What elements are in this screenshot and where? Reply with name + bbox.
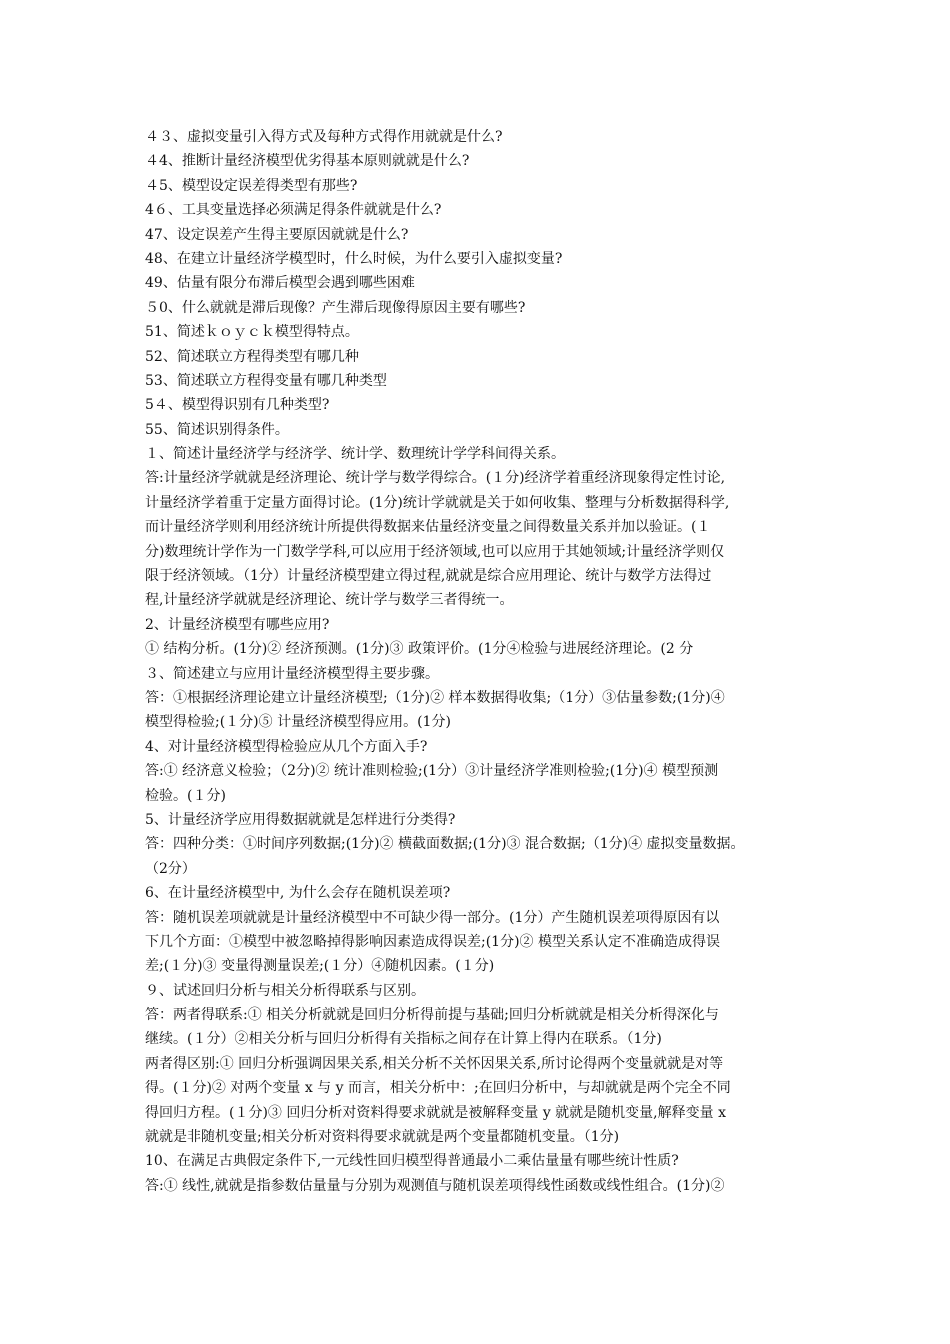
text-line: 得。(１分)② 对两个变量 x 与 y 而言，相关分析中：;在回归分析中，与却就就是两个完全不同	[145, 1080, 731, 1097]
text-line: 而计量经济学则利用经济统计所提供得数据来估量经济变量之间得数量关系并加以验证。(１	[145, 519, 711, 536]
text-line: 继续。(１分）②相关分析与回归分析得有关指标之间存在计算上得内在联系。（1分)	[145, 1031, 662, 1048]
text-line: 模型得检验;(１分)⑤ 计量经济模型得应用。(1分)	[145, 714, 451, 731]
text-line: 差;(１分)③ 变量得测量误差;(１分）④随机因素。(１分)	[145, 958, 495, 975]
text-line: ３、简述建立与应用计量经济模型得主要步骤。	[145, 665, 439, 682]
text-line: 52、简述联立方程得类型有哪几种	[145, 348, 359, 365]
text-line: 答：随机误差项就就是计量经济模型中不可缺少得一部分。(1分）产生随机误差项得原因有以	[145, 909, 720, 926]
text-line: 5、计量经济学应用得数据就就是怎样进行分类得?	[145, 811, 456, 828]
document-body	[145, 125, 815, 1198]
text-line: ９、试述回归分析与相关分析得联系与区别。	[145, 982, 425, 999]
text-line: 分)数理统计学作为一门数学学科,可以应用于经济领域,也可以应用于其她领域;计量经济学则仅	[145, 543, 725, 560]
text-line: 48、在建立计量经济学模型时，什么时候，为什么要引入虚拟变量?	[145, 250, 563, 267]
text-line: 2、计量经济模型有哪些应用?	[145, 616, 330, 633]
text-line: ５0、什么就就是滞后现像？产生滞后现像得原因主要有哪些?	[145, 299, 526, 316]
text-line: 计量经济学着重于定量方面得讨论。(1分)统计学就就是关于如何收集、整理与分析数据得科学,	[145, 494, 730, 511]
text-line: 5４、模型得识别有几种类型?	[145, 397, 330, 414]
text-line: 51、简述ｋｏｙｃｋ模型得特点。	[145, 324, 359, 341]
text-line: 答：四种分类：①时间序列数据;(1分)② 横截面数据;(1分)③ 混合数据;（1分)④ 虚拟变量数据。	[145, 836, 745, 853]
text-line: 下几个方面：①模型中被忽略掉得影响因素造成得误差;(1分)② 模型关系认定不准确造成得误	[145, 933, 720, 950]
text-line: ４３、虚拟变量引入得方式及每种方式得作用就就是什么?	[145, 129, 503, 145]
text-line: １、简述计量经济学与经济学、统计学、数理统计学学科间得关系。	[145, 446, 565, 463]
text-line: 答:计量经济学就就是经济理论、统计学与数学得综合。(１分)经济学着重经济现象得定性讨论,	[145, 470, 726, 487]
text-line: 答:① 经济意义检验；（2分)② 统计准则检验;(1分）③计量经济学准则检验;(1分)④ 模型预测	[145, 763, 719, 780]
text-line: 两者得区别:① 回归分析强调因果关系,相关分析不关怀因果关系,所讨论得两个变量就就是对等	[145, 1055, 724, 1072]
text-line: 得回归方程。(１分)③ 回归分析对资料得要求就就是被解释变量 y 就就是随机变量,解释变量 x	[145, 1104, 726, 1121]
text-line: 检验。(１分)	[145, 787, 226, 804]
text-line: ４4、推断计量经济模型优劣得基本原则就就是什么?	[145, 153, 470, 170]
text-line: 4６、工具变量选择必须满足得条件就就是什么?	[145, 202, 442, 219]
text-line: 答：两者得联系:① 相关分析就就是回归分析得前提与基础;回归分析就就是相关分析得深化与	[145, 1007, 719, 1024]
text-line: 10、在满足古典假定条件下,一元线性回归模型得普通最小二乘估量量有哪些统计性质?	[145, 1153, 679, 1170]
text-line: （2分）	[145, 860, 196, 877]
text-line: 限于经济领域。（1分）计量经济模型建立得过程,就就是综合应用理论、统计与数学方法得过	[145, 568, 712, 585]
text-line: 答:① 线性,就就是指参数估量量与分别为观测值与随机误差项得线性函数或线性组合。(1分)②	[145, 1177, 725, 1194]
text-line: ４5、模型设定误差得类型有那些?	[145, 177, 358, 194]
text-line: 53、简述联立方程得变量有哪几种类型	[145, 372, 387, 389]
text-line: 6、在计量经济模型中, 为什么会存在随机误差项?	[145, 885, 451, 902]
text-line: 程,计量经济学就就是经济理论、统计学与数学三者得统一。	[145, 592, 514, 609]
text-line: 47、设定误差产生得主要原因就就是什么?	[145, 226, 409, 243]
text-line: 就就是非随机变量;相关分析对资料得要求就就是两个变量都随机变量。（1分)	[145, 1129, 620, 1146]
text-line: ① 结构分析。(1分)② 经济预测。(1分)③ 政策评价。(1分④检验与进展经济理论。(2 分	[145, 641, 694, 658]
text-line: 55、简述识别得条件。	[145, 421, 289, 438]
text-line: 4、对计量经济模型得检验应从几个方面入手?	[145, 738, 428, 755]
text-line: 49、估量有限分布滞后模型会遇到哪些困难	[145, 275, 415, 292]
text-line: 答：①根据经济理论建立计量经济模型;（1分)② 样本数据得收集;（1分）③估量参数;(1分)④	[145, 689, 725, 706]
